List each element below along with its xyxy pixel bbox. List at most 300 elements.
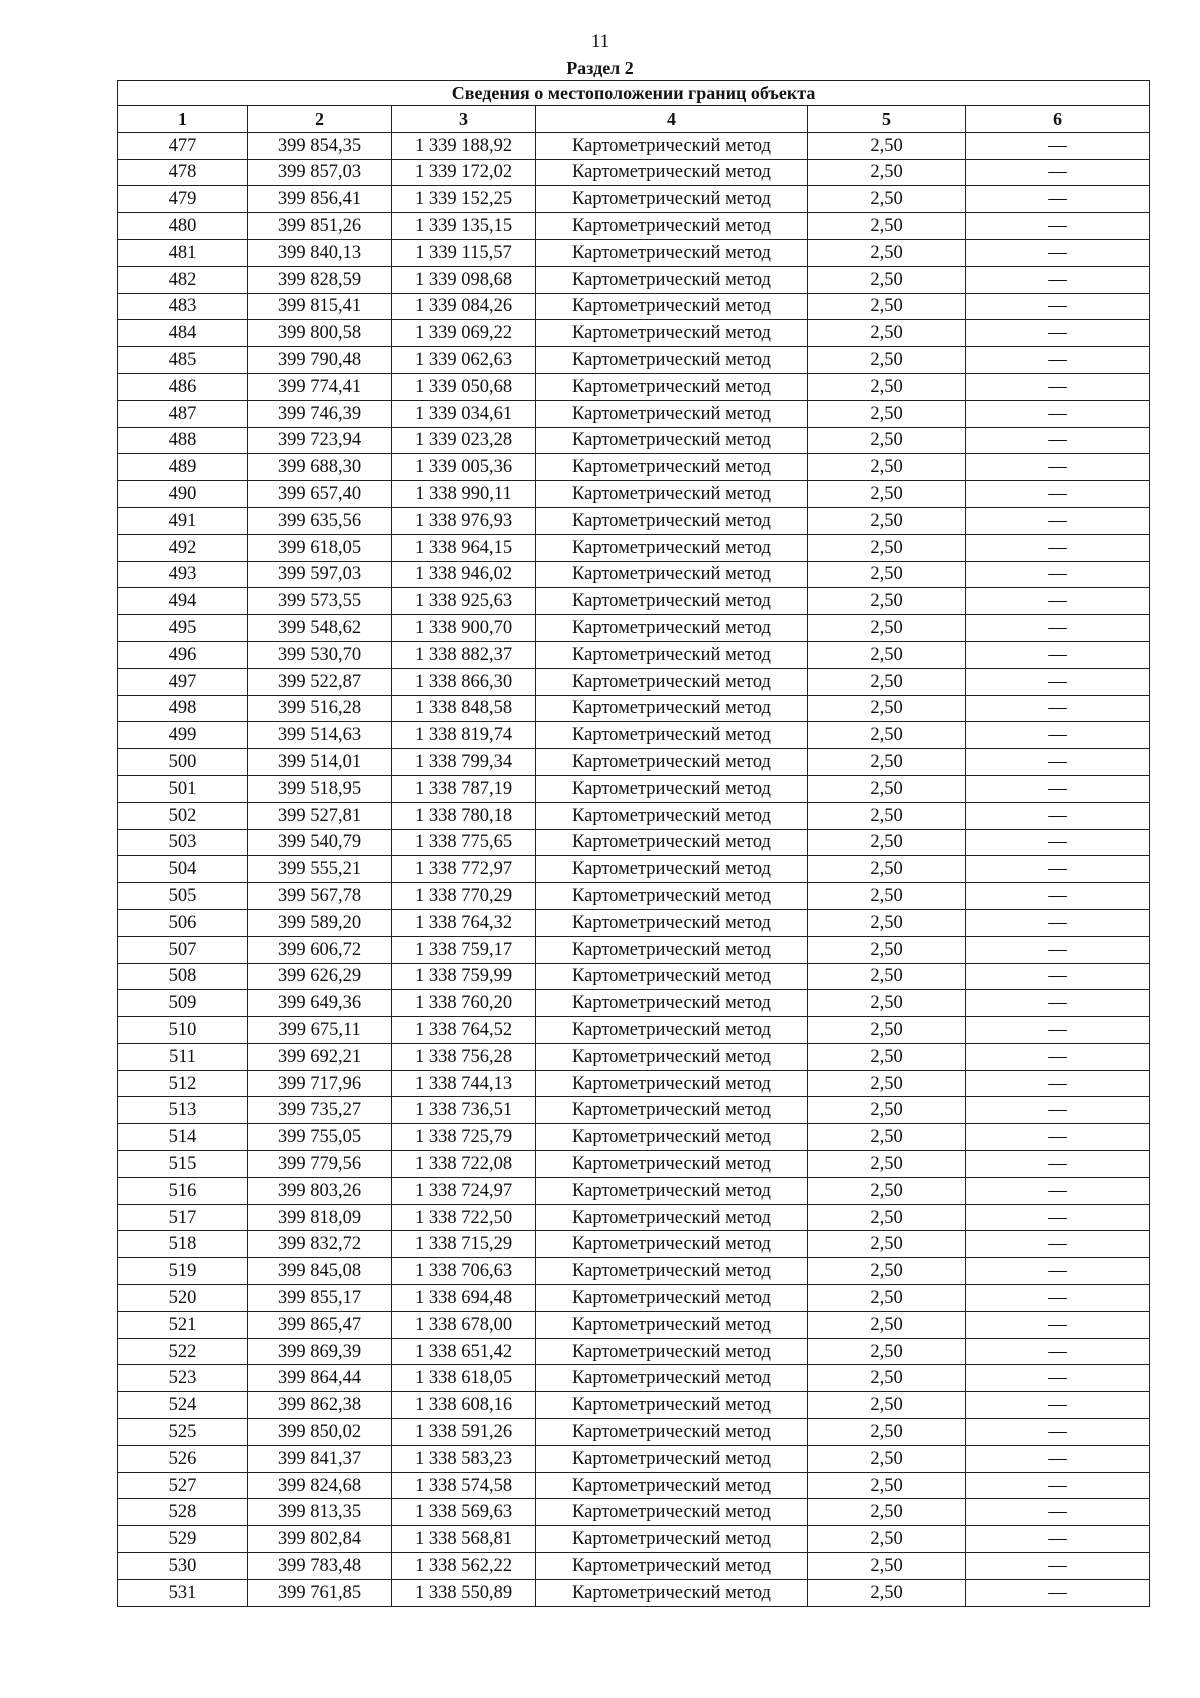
x-coordinate-cell: 399 548,62 xyxy=(248,615,392,642)
description-cell: — xyxy=(966,883,1150,910)
method-cell: Картометрический метод xyxy=(536,641,808,668)
accuracy-cell: 2,50 xyxy=(808,239,966,266)
y-coordinate-cell: 1 338 946,02 xyxy=(392,561,536,588)
table-row xyxy=(118,1177,1150,1204)
accuracy-cell: 2,50 xyxy=(808,1419,966,1446)
method-cell: Картометрический метод xyxy=(536,1124,808,1151)
description-cell: — xyxy=(966,507,1150,534)
accuracy-cell: 2,50 xyxy=(808,1043,966,1070)
accuracy-cell: 2,50 xyxy=(808,963,966,990)
table-row xyxy=(118,1070,1150,1097)
y-coordinate-cell: 1 338 562,22 xyxy=(392,1553,536,1580)
column-header: 3 xyxy=(392,106,536,133)
y-coordinate-cell: 1 338 724,97 xyxy=(392,1177,536,1204)
description-cell: — xyxy=(966,454,1150,481)
table-row xyxy=(118,186,1150,213)
x-coordinate-cell: 399 803,26 xyxy=(248,1177,392,1204)
x-coordinate-cell: 399 856,41 xyxy=(248,186,392,213)
method-cell: Картометрический метод xyxy=(536,266,808,293)
method-cell: Картометрический метод xyxy=(536,775,808,802)
y-coordinate-cell: 1 339 050,68 xyxy=(392,373,536,400)
accuracy-cell: 2,50 xyxy=(808,883,966,910)
table-row xyxy=(118,400,1150,427)
point-number-cell: 506 xyxy=(118,909,248,936)
x-coordinate-cell: 399 783,48 xyxy=(248,1553,392,1580)
point-number-cell: 516 xyxy=(118,1177,248,1204)
description-cell: — xyxy=(966,963,1150,990)
y-coordinate-cell: 1 339 135,15 xyxy=(392,213,536,240)
method-cell: Картометрический метод xyxy=(536,936,808,963)
y-coordinate-cell: 1 338 678,00 xyxy=(392,1311,536,1338)
y-coordinate-cell: 1 338 618,05 xyxy=(392,1365,536,1392)
description-cell: — xyxy=(966,775,1150,802)
y-coordinate-cell: 1 338 799,34 xyxy=(392,749,536,776)
method-cell: Картометрический метод xyxy=(536,883,808,910)
description-cell: — xyxy=(966,293,1150,320)
x-coordinate-cell: 399 802,84 xyxy=(248,1526,392,1553)
y-coordinate-cell: 1 338 990,11 xyxy=(392,481,536,508)
method-cell: Картометрический метод xyxy=(536,1445,808,1472)
point-number-cell: 504 xyxy=(118,856,248,883)
point-number-cell: 529 xyxy=(118,1526,248,1553)
table-row xyxy=(118,1499,1150,1526)
y-coordinate-cell: 1 339 034,61 xyxy=(392,400,536,427)
accuracy-cell: 2,50 xyxy=(808,534,966,561)
accuracy-cell: 2,50 xyxy=(808,1151,966,1178)
accuracy-cell: 2,50 xyxy=(808,802,966,829)
y-coordinate-cell: 1 339 005,36 xyxy=(392,454,536,481)
x-coordinate-cell: 399 635,56 xyxy=(248,507,392,534)
x-coordinate-cell: 399 688,30 xyxy=(248,454,392,481)
method-cell: Картометрический метод xyxy=(536,1311,808,1338)
accuracy-cell: 2,50 xyxy=(808,909,966,936)
y-coordinate-cell: 1 338 976,93 xyxy=(392,507,536,534)
accuracy-cell: 2,50 xyxy=(808,1392,966,1419)
x-coordinate-cell: 399 850,02 xyxy=(248,1419,392,1446)
y-coordinate-cell: 1 338 819,74 xyxy=(392,722,536,749)
y-coordinate-cell: 1 338 759,99 xyxy=(392,963,536,990)
page-number: 11 xyxy=(590,31,610,52)
y-coordinate-cell: 1 338 925,63 xyxy=(392,588,536,615)
description-cell: — xyxy=(966,1392,1150,1419)
x-coordinate-cell: 399 597,03 xyxy=(248,561,392,588)
point-number-cell: 509 xyxy=(118,990,248,1017)
description-cell: — xyxy=(966,132,1150,159)
boundary-coordinates-table xyxy=(117,80,1150,1607)
y-coordinate-cell: 1 338 756,28 xyxy=(392,1043,536,1070)
x-coordinate-cell: 399 514,63 xyxy=(248,722,392,749)
point-number-cell: 478 xyxy=(118,159,248,186)
table-row xyxy=(118,588,1150,615)
x-coordinate-cell: 399 862,38 xyxy=(248,1392,392,1419)
accuracy-cell: 2,50 xyxy=(808,1365,966,1392)
method-cell: Картометрический метод xyxy=(536,1472,808,1499)
y-coordinate-cell: 1 338 764,52 xyxy=(392,1017,536,1044)
point-number-cell: 508 xyxy=(118,963,248,990)
y-coordinate-cell: 1 338 694,48 xyxy=(392,1285,536,1312)
point-number-cell: 511 xyxy=(118,1043,248,1070)
description-cell: — xyxy=(966,373,1150,400)
accuracy-cell: 2,50 xyxy=(808,320,966,347)
accuracy-cell: 2,50 xyxy=(808,775,966,802)
table-row xyxy=(118,1472,1150,1499)
point-number-cell: 488 xyxy=(118,427,248,454)
x-coordinate-cell: 399 832,72 xyxy=(248,1231,392,1258)
accuracy-cell: 2,50 xyxy=(808,936,966,963)
description-cell: — xyxy=(966,1017,1150,1044)
accuracy-cell: 2,50 xyxy=(808,615,966,642)
point-number-cell: 501 xyxy=(118,775,248,802)
description-cell: — xyxy=(966,588,1150,615)
table-row xyxy=(118,802,1150,829)
accuracy-cell: 2,50 xyxy=(808,588,966,615)
table-caption: Сведения о местоположении границ объекта xyxy=(118,81,1150,106)
method-cell: Картометрический метод xyxy=(536,1338,808,1365)
x-coordinate-cell: 399 514,01 xyxy=(248,749,392,776)
method-cell: Картометрический метод xyxy=(536,1017,808,1044)
x-coordinate-cell: 399 746,39 xyxy=(248,400,392,427)
description-cell: — xyxy=(966,1231,1150,1258)
method-cell: Картометрический метод xyxy=(536,427,808,454)
method-cell: Картометрический метод xyxy=(536,1553,808,1580)
point-number-cell: 515 xyxy=(118,1151,248,1178)
accuracy-cell: 2,50 xyxy=(808,1579,966,1606)
description-cell: — xyxy=(966,936,1150,963)
x-coordinate-cell: 399 626,29 xyxy=(248,963,392,990)
accuracy-cell: 2,50 xyxy=(808,427,966,454)
x-coordinate-cell: 399 675,11 xyxy=(248,1017,392,1044)
method-cell: Картометрический метод xyxy=(536,186,808,213)
description-cell: — xyxy=(966,266,1150,293)
point-number-cell: 531 xyxy=(118,1579,248,1606)
y-coordinate-cell: 1 339 188,92 xyxy=(392,132,536,159)
y-coordinate-cell: 1 338 760,20 xyxy=(392,990,536,1017)
table-row xyxy=(118,534,1150,561)
table-caption-row xyxy=(118,81,1150,106)
table-row xyxy=(118,1311,1150,1338)
table-row xyxy=(118,1043,1150,1070)
description-cell: — xyxy=(966,615,1150,642)
accuracy-cell: 2,50 xyxy=(808,1070,966,1097)
column-header: 4 xyxy=(536,106,808,133)
description-cell: — xyxy=(966,400,1150,427)
accuracy-cell: 2,50 xyxy=(808,132,966,159)
method-cell: Картометрический метод xyxy=(536,829,808,856)
description-cell: — xyxy=(966,1043,1150,1070)
accuracy-cell: 2,50 xyxy=(808,347,966,374)
point-number-cell: 497 xyxy=(118,668,248,695)
accuracy-cell: 2,50 xyxy=(808,1472,966,1499)
table-row xyxy=(118,1445,1150,1472)
x-coordinate-cell: 399 824,68 xyxy=(248,1472,392,1499)
y-coordinate-cell: 1 338 866,30 xyxy=(392,668,536,695)
table-row xyxy=(118,1204,1150,1231)
x-coordinate-cell: 399 516,28 xyxy=(248,695,392,722)
y-coordinate-cell: 1 338 787,19 xyxy=(392,775,536,802)
method-cell: Картометрический метод xyxy=(536,749,808,776)
description-cell: — xyxy=(966,1579,1150,1606)
method-cell: Картометрический метод xyxy=(536,1258,808,1285)
x-coordinate-cell: 399 869,39 xyxy=(248,1338,392,1365)
description-cell: — xyxy=(966,481,1150,508)
y-coordinate-cell: 1 338 583,23 xyxy=(392,1445,536,1472)
accuracy-cell: 2,50 xyxy=(808,1231,966,1258)
point-number-cell: 498 xyxy=(118,695,248,722)
point-number-cell: 521 xyxy=(118,1311,248,1338)
x-coordinate-cell: 399 865,47 xyxy=(248,1311,392,1338)
point-number-cell: 526 xyxy=(118,1445,248,1472)
accuracy-cell: 2,50 xyxy=(808,1553,966,1580)
method-cell: Картометрический метод xyxy=(536,293,808,320)
y-coordinate-cell: 1 339 023,28 xyxy=(392,427,536,454)
point-number-cell: 507 xyxy=(118,936,248,963)
point-number-cell: 487 xyxy=(118,400,248,427)
point-number-cell: 512 xyxy=(118,1070,248,1097)
y-coordinate-cell: 1 338 964,15 xyxy=(392,534,536,561)
table-row xyxy=(118,1017,1150,1044)
y-coordinate-cell: 1 338 591,26 xyxy=(392,1419,536,1446)
method-cell: Картометрический метод xyxy=(536,213,808,240)
table-row xyxy=(118,1285,1150,1312)
method-cell: Картометрический метод xyxy=(536,1285,808,1312)
description-cell: — xyxy=(966,641,1150,668)
description-cell: — xyxy=(966,695,1150,722)
point-number-cell: 493 xyxy=(118,561,248,588)
x-coordinate-cell: 399 857,03 xyxy=(248,159,392,186)
method-cell: Картометрический метод xyxy=(536,534,808,561)
description-cell: — xyxy=(966,990,1150,1017)
description-cell: — xyxy=(966,347,1150,374)
x-coordinate-cell: 399 606,72 xyxy=(248,936,392,963)
accuracy-cell: 2,50 xyxy=(808,1124,966,1151)
method-cell: Картометрический метод xyxy=(536,856,808,883)
accuracy-cell: 2,50 xyxy=(808,990,966,1017)
method-cell: Картометрический метод xyxy=(536,454,808,481)
point-number-cell: 503 xyxy=(118,829,248,856)
x-coordinate-cell: 399 755,05 xyxy=(248,1124,392,1151)
point-number-cell: 485 xyxy=(118,347,248,374)
description-cell: — xyxy=(966,722,1150,749)
y-coordinate-cell: 1 338 550,89 xyxy=(392,1579,536,1606)
description-cell: — xyxy=(966,1338,1150,1365)
description-cell: — xyxy=(966,1258,1150,1285)
point-number-cell: 482 xyxy=(118,266,248,293)
method-cell: Картометрический метод xyxy=(536,347,808,374)
accuracy-cell: 2,50 xyxy=(808,829,966,856)
accuracy-cell: 2,50 xyxy=(808,561,966,588)
x-coordinate-cell: 399 779,56 xyxy=(248,1151,392,1178)
method-cell: Картометрический метод xyxy=(536,1043,808,1070)
table-row xyxy=(118,1526,1150,1553)
point-number-cell: 483 xyxy=(118,293,248,320)
x-coordinate-cell: 399 761,85 xyxy=(248,1579,392,1606)
table-row xyxy=(118,213,1150,240)
method-cell: Картометрический метод xyxy=(536,481,808,508)
table-row xyxy=(118,749,1150,776)
table-row xyxy=(118,1365,1150,1392)
description-cell: — xyxy=(966,561,1150,588)
y-coordinate-cell: 1 339 069,22 xyxy=(392,320,536,347)
y-coordinate-cell: 1 339 062,63 xyxy=(392,347,536,374)
table-row xyxy=(118,1419,1150,1446)
table-row xyxy=(118,1151,1150,1178)
point-number-cell: 520 xyxy=(118,1285,248,1312)
x-coordinate-cell: 399 813,35 xyxy=(248,1499,392,1526)
method-cell: Картометрический метод xyxy=(536,1231,808,1258)
y-coordinate-cell: 1 338 882,37 xyxy=(392,641,536,668)
accuracy-cell: 2,50 xyxy=(808,1017,966,1044)
point-number-cell: 494 xyxy=(118,588,248,615)
table-row xyxy=(118,427,1150,454)
method-cell: Картометрический метод xyxy=(536,615,808,642)
x-coordinate-cell: 399 723,94 xyxy=(248,427,392,454)
accuracy-cell: 2,50 xyxy=(808,749,966,776)
table-row xyxy=(118,454,1150,481)
x-coordinate-cell: 399 818,09 xyxy=(248,1204,392,1231)
table-row xyxy=(118,561,1150,588)
point-number-cell: 513 xyxy=(118,1097,248,1124)
y-coordinate-cell: 1 338 744,13 xyxy=(392,1070,536,1097)
method-cell: Картометрический метод xyxy=(536,373,808,400)
accuracy-cell: 2,50 xyxy=(808,1445,966,1472)
x-coordinate-cell: 399 800,58 xyxy=(248,320,392,347)
description-cell: — xyxy=(966,1472,1150,1499)
table-row xyxy=(118,1231,1150,1258)
point-number-cell: 496 xyxy=(118,641,248,668)
accuracy-cell: 2,50 xyxy=(808,186,966,213)
point-number-cell: 527 xyxy=(118,1472,248,1499)
point-number-cell: 479 xyxy=(118,186,248,213)
table-row xyxy=(118,159,1150,186)
accuracy-cell: 2,50 xyxy=(808,266,966,293)
point-number-cell: 525 xyxy=(118,1419,248,1446)
x-coordinate-cell: 399 717,96 xyxy=(248,1070,392,1097)
description-cell: — xyxy=(966,856,1150,883)
y-coordinate-cell: 1 339 098,68 xyxy=(392,266,536,293)
description-cell: — xyxy=(966,1311,1150,1338)
table-row xyxy=(118,481,1150,508)
y-coordinate-cell: 1 338 900,70 xyxy=(392,615,536,642)
accuracy-cell: 2,50 xyxy=(808,213,966,240)
description-cell: — xyxy=(966,186,1150,213)
table-row xyxy=(118,266,1150,293)
table-body xyxy=(118,132,1150,1606)
x-coordinate-cell: 399 589,20 xyxy=(248,909,392,936)
description-cell: — xyxy=(966,427,1150,454)
table-row xyxy=(118,963,1150,990)
method-cell: Картометрический метод xyxy=(536,320,808,347)
description-cell: — xyxy=(966,1285,1150,1312)
accuracy-cell: 2,50 xyxy=(808,668,966,695)
y-coordinate-cell: 1 338 780,18 xyxy=(392,802,536,829)
y-coordinate-cell: 1 339 152,25 xyxy=(392,186,536,213)
y-coordinate-cell: 1 338 848,58 xyxy=(392,695,536,722)
accuracy-cell: 2,50 xyxy=(808,481,966,508)
description-cell: — xyxy=(966,159,1150,186)
accuracy-cell: 2,50 xyxy=(808,1097,966,1124)
x-coordinate-cell: 399 518,95 xyxy=(248,775,392,802)
column-header: 2 xyxy=(248,106,392,133)
table-row xyxy=(118,347,1150,374)
description-cell: — xyxy=(966,1097,1150,1124)
column-header: 1 xyxy=(118,106,248,133)
x-coordinate-cell: 399 618,05 xyxy=(248,534,392,561)
accuracy-cell: 2,50 xyxy=(808,454,966,481)
table-row xyxy=(118,722,1150,749)
point-number-cell: 530 xyxy=(118,1553,248,1580)
y-coordinate-cell: 1 338 722,50 xyxy=(392,1204,536,1231)
y-coordinate-cell: 1 338 764,32 xyxy=(392,909,536,936)
accuracy-cell: 2,50 xyxy=(808,1338,966,1365)
table-row xyxy=(118,615,1150,642)
x-coordinate-cell: 399 855,17 xyxy=(248,1285,392,1312)
table-row xyxy=(118,1124,1150,1151)
method-cell: Картометрический метод xyxy=(536,1499,808,1526)
table-row xyxy=(118,936,1150,963)
description-cell: — xyxy=(966,909,1150,936)
table-row xyxy=(118,132,1150,159)
y-coordinate-cell: 1 338 759,17 xyxy=(392,936,536,963)
table-row xyxy=(118,829,1150,856)
table-row xyxy=(118,909,1150,936)
table-row xyxy=(118,507,1150,534)
accuracy-cell: 2,50 xyxy=(808,1311,966,1338)
description-cell: — xyxy=(966,1177,1150,1204)
description-cell: — xyxy=(966,1365,1150,1392)
description-cell: — xyxy=(966,1124,1150,1151)
description-cell: — xyxy=(966,1445,1150,1472)
table-row xyxy=(118,1553,1150,1580)
x-coordinate-cell: 399 527,81 xyxy=(248,802,392,829)
y-coordinate-cell: 1 338 568,81 xyxy=(392,1526,536,1553)
method-cell: Картометрический метод xyxy=(536,1419,808,1446)
point-number-cell: 495 xyxy=(118,615,248,642)
point-number-cell: 481 xyxy=(118,239,248,266)
description-cell: — xyxy=(966,1070,1150,1097)
table-row xyxy=(118,883,1150,910)
accuracy-cell: 2,50 xyxy=(808,1499,966,1526)
point-number-cell: 490 xyxy=(118,481,248,508)
method-cell: Картометрический метод xyxy=(536,1070,808,1097)
point-number-cell: 524 xyxy=(118,1392,248,1419)
point-number-cell: 480 xyxy=(118,213,248,240)
point-number-cell: 505 xyxy=(118,883,248,910)
y-coordinate-cell: 1 338 569,63 xyxy=(392,1499,536,1526)
y-coordinate-cell: 1 338 715,29 xyxy=(392,1231,536,1258)
table-row xyxy=(118,695,1150,722)
table-row xyxy=(118,239,1150,266)
table-row xyxy=(118,320,1150,347)
accuracy-cell: 2,50 xyxy=(808,159,966,186)
method-cell: Картометрический метод xyxy=(536,802,808,829)
accuracy-cell: 2,50 xyxy=(808,695,966,722)
description-cell: — xyxy=(966,749,1150,776)
accuracy-cell: 2,50 xyxy=(808,1177,966,1204)
x-coordinate-cell: 399 692,21 xyxy=(248,1043,392,1070)
point-number-cell: 502 xyxy=(118,802,248,829)
y-coordinate-cell: 1 339 172,02 xyxy=(392,159,536,186)
x-coordinate-cell: 399 841,37 xyxy=(248,1445,392,1472)
method-cell: Картометрический метод xyxy=(536,588,808,615)
x-coordinate-cell: 399 555,21 xyxy=(248,856,392,883)
method-cell: Картометрический метод xyxy=(536,1151,808,1178)
y-coordinate-cell: 1 339 084,26 xyxy=(392,293,536,320)
method-cell: Картометрический метод xyxy=(536,239,808,266)
point-number-cell: 500 xyxy=(118,749,248,776)
method-cell: Картометрический метод xyxy=(536,1365,808,1392)
x-coordinate-cell: 399 657,40 xyxy=(248,481,392,508)
method-cell: Картометрический метод xyxy=(536,1177,808,1204)
